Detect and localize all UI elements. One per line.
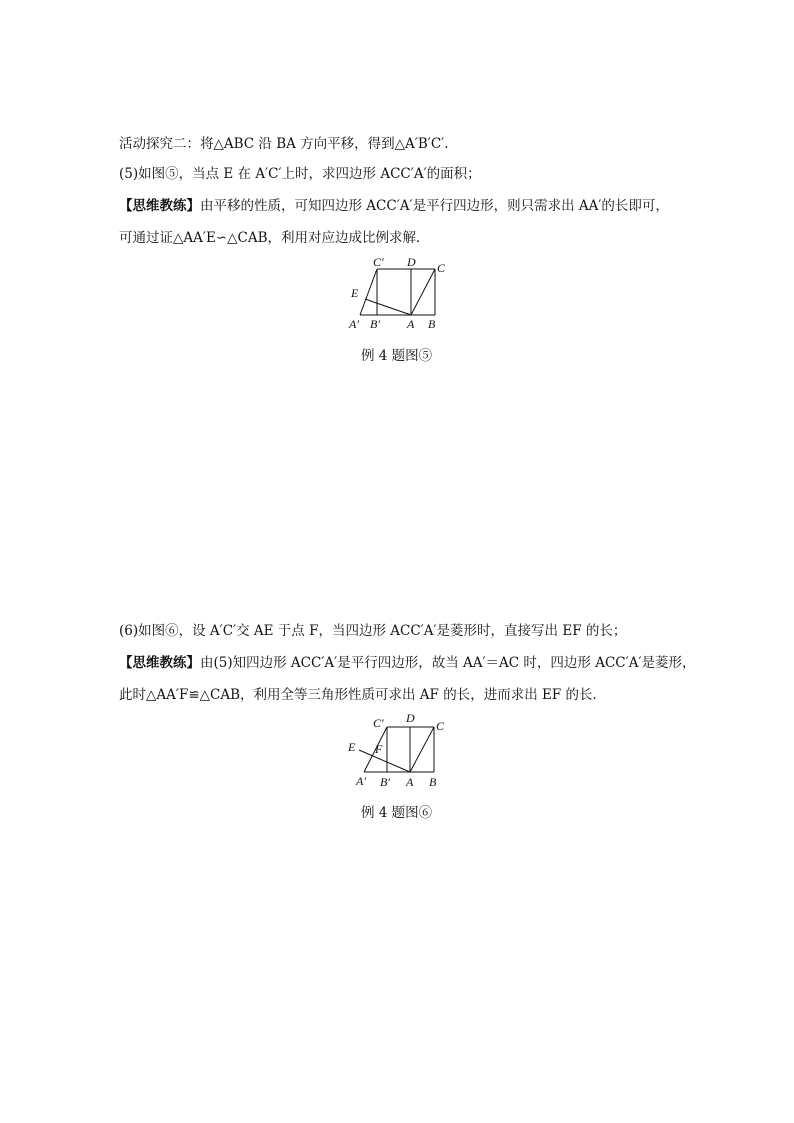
hint-6-line2: 此时△AA′F≌△CAB，利用全等三角形性质可求出 AF 的长，进而求出 EF 的长．	[119, 687, 607, 703]
label-b-prime: B′	[370, 317, 380, 331]
hint-6-line1	[119, 654, 696, 672]
question-6: (6)如图⑥，设 A′C′交 AE 于点 F，当四边形 ACC′A′是菱形时，直接写出 EF 的长；	[119, 623, 627, 639]
label-d: D	[406, 711, 415, 725]
label-b: B	[429, 775, 437, 789]
label-e: E	[351, 286, 359, 300]
label-b-prime: B′	[380, 775, 390, 789]
question-5: (5)如图⑤，当点 E 在 A′C′上时，求四边形 ACC′A′的面积；	[119, 166, 481, 182]
label-e: E	[348, 740, 356, 754]
label-c-prime: C′	[373, 716, 384, 730]
hint-text: 由(5)知四边形 ACC′A′是平行四边形，故当 AA′＝AC 时，四边形 ACC′A′是菱形，	[200, 655, 696, 671]
label-a: A	[407, 317, 415, 331]
label-c: C	[436, 719, 445, 733]
hint-5-line2: 可通过证△AA′E∽△CAB，利用对应边成比例求解．	[119, 230, 430, 246]
label-a-prime: A′	[349, 317, 359, 331]
figure-6-caption: 例 4 题图⑥	[361, 805, 433, 821]
section-title: 活动探究二：将△ABC 沿 BA 方向平移，得到△A′B′C′.	[119, 136, 449, 152]
hint-text: 由平移的性质，可知四边形 ACC′A′是平行四边形，则只需求出 AA′的长即可，	[200, 198, 669, 214]
figure-6-diagram	[340, 710, 455, 792]
label-a: A	[406, 775, 414, 789]
label-c-prime: C′	[373, 255, 384, 269]
hint-label: 【思维教练】	[119, 198, 200, 214]
hint-5-line1	[119, 197, 669, 215]
label-f: F	[375, 742, 383, 756]
figure-5-diagram	[340, 255, 455, 335]
label-a-prime: A′	[356, 774, 366, 788]
label-d: D	[407, 255, 416, 269]
figure-5-caption: 例 4 题图⑤	[361, 348, 433, 364]
hint-label: 【思维教练】	[119, 655, 200, 671]
label-c: C	[437, 261, 446, 275]
label-b: B	[428, 317, 436, 331]
